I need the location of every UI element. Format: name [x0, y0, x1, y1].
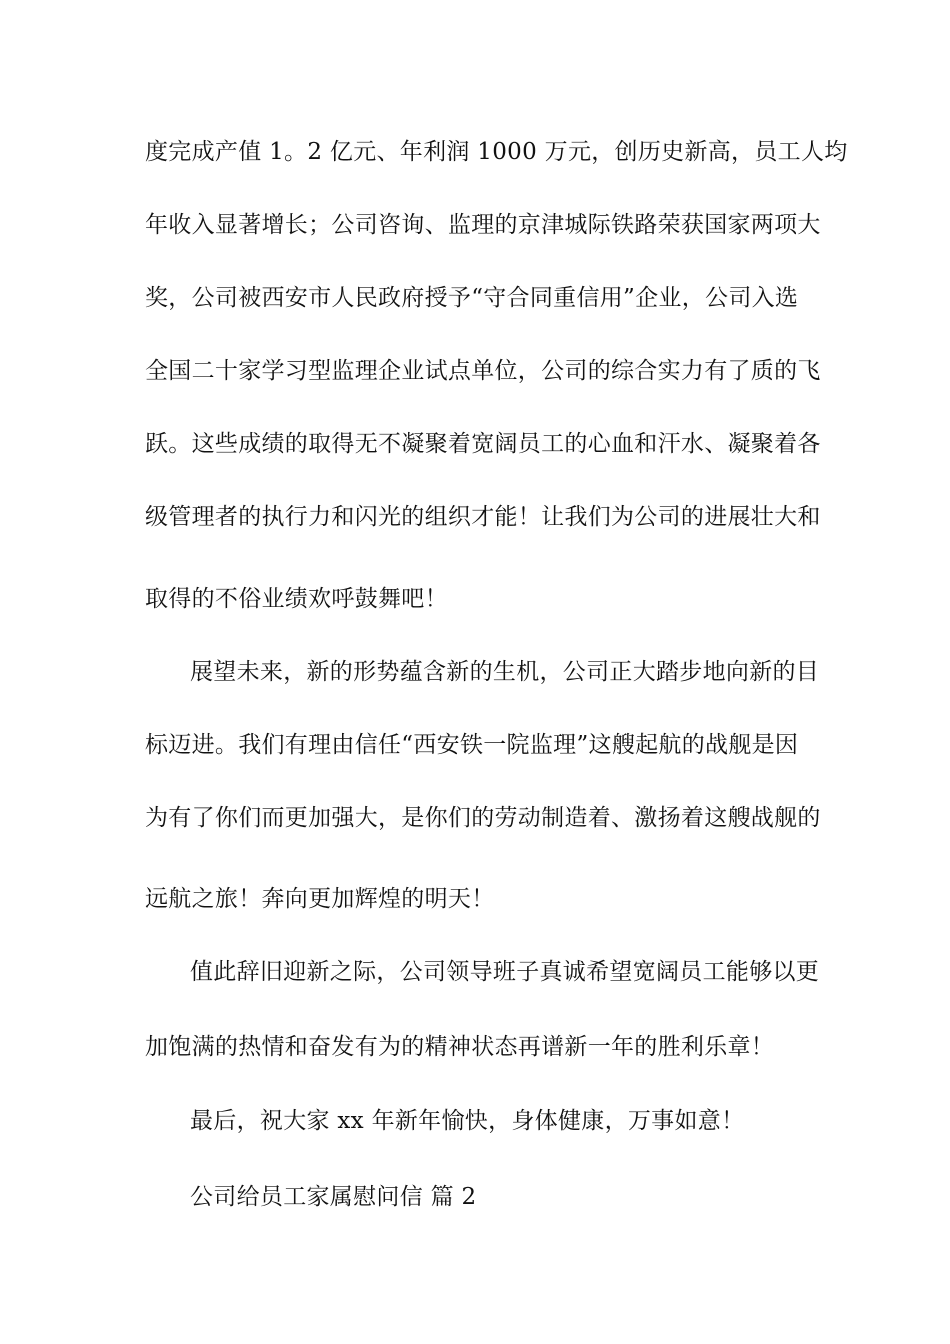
paragraph-first-line: 展望未来，新的形势蕴含新的生机，公司正大踏步地向新的目 [190, 659, 820, 685]
text-line: 级管理者的执行力和闪光的组织才能！让我们为公司的进展壮大和 [145, 504, 821, 530]
text-line: 全国二十家学习型监理企业试点单位，公司的综合实力有了质的飞 [145, 358, 821, 384]
text-line: 远航之旅！奔向更加辉煌的明天！ [145, 886, 495, 912]
text-line: 取得的不俗业绩欢呼鼓舞吧！ [145, 586, 448, 612]
paragraph-first-line: 最后，祝大家 xx 年新年愉快，身体健康，万事如意！ [190, 1108, 745, 1134]
text-line: 加饱满的热情和奋发有为的精神状态再谱新一年的胜利乐章！ [145, 1034, 775, 1060]
text-line: 奖，公司被西安市人民政府授予“守合同重信用”企业，公司入选 [145, 285, 799, 311]
text-line: 为有了你们而更加强大，是你们的劳动制造着、激扬着这艘战舰的 [145, 805, 821, 831]
section-heading: 公司给员工家属慰问信 篇 2 [190, 1184, 477, 1210]
text-line: 跃。这些成绩的取得无不凝聚着宽阔员工的心血和汗水、凝聚着各 [145, 431, 821, 457]
text-line: 年收入显著增长；公司咨询、监理的京津城际铁路荣获国家两项大 [145, 212, 821, 238]
text-line: 标迈进。我们有理由信任“西安铁一院监理”这艘起航的战舰是因 [145, 732, 799, 758]
paragraph-first-line: 值此辞旧迎新之际，公司领导班子真诚希望宽阔员工能够以更 [190, 959, 820, 985]
text-line: 度完成产值 1。2 亿元、年利润 1000 万元，创历史新高，员工人均 [145, 139, 848, 165]
